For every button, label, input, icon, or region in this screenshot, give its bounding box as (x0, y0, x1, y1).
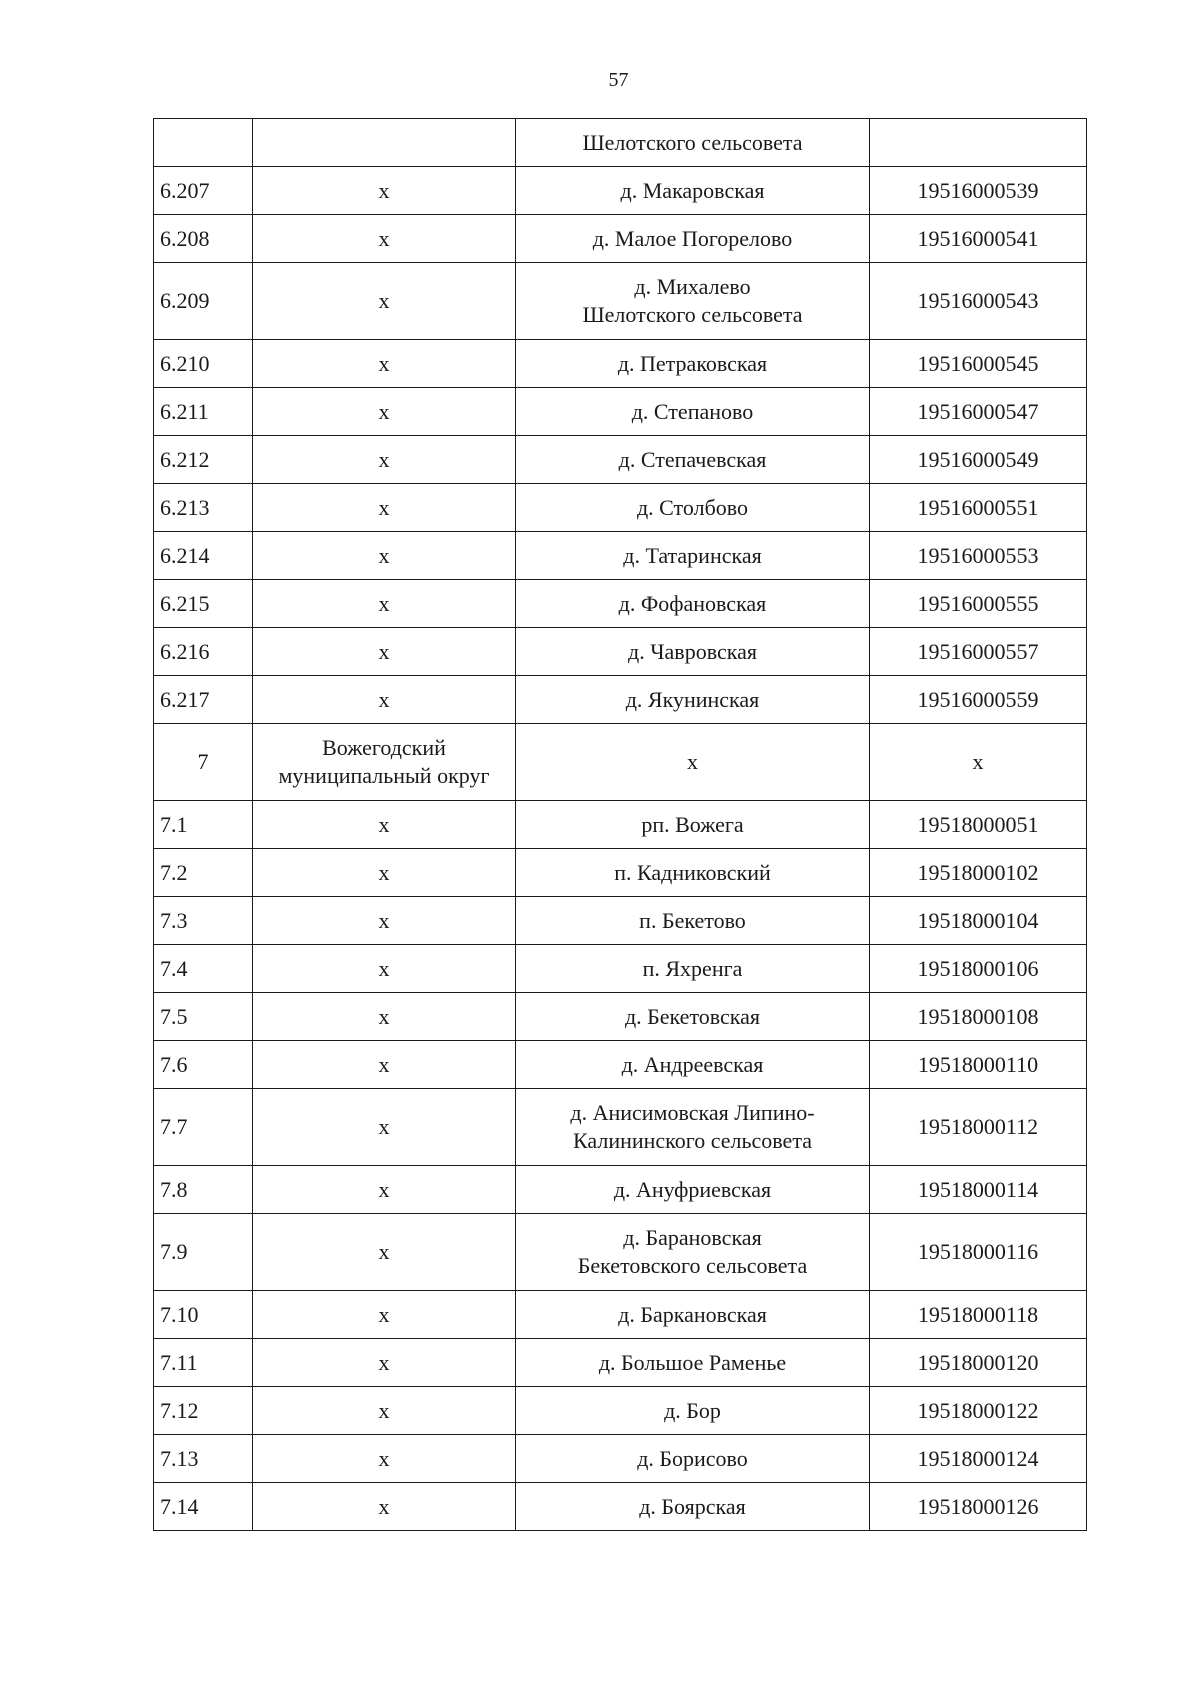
row-number-text: 7.6 (160, 1051, 188, 1077)
oktmo-code-text: 19518000102 (917, 859, 1039, 885)
table-row (154, 993, 1087, 1041)
row-number-text: 7.9 (160, 1239, 188, 1264)
table-row (154, 167, 1087, 215)
table-row (154, 628, 1087, 676)
municipality-text: х (378, 225, 390, 251)
settlement-name-text: д. Макаровская (620, 177, 765, 203)
municipality-text: х (378, 494, 390, 520)
row-number-cell (154, 676, 253, 724)
settlement-name-text: рп. Вожега (641, 811, 744, 837)
row-number-text: 6.211 (160, 398, 209, 424)
settlement-name-text: п. Яхренга (642, 955, 743, 981)
table-row (154, 724, 1087, 801)
oktmo-code-text: 19518000104 (917, 907, 1039, 933)
oktmo-code-text: 19516000551 (917, 494, 1039, 520)
municipality-cell (253, 1214, 516, 1291)
oktmo-code-cell (870, 897, 1087, 945)
municipality-text: х (378, 177, 390, 203)
settlement-registry-table (153, 118, 1087, 1531)
settlement-name-text: д. Малое Погорелово (592, 225, 793, 251)
row-number-text: 7.5 (160, 1003, 188, 1029)
row-number-cell (154, 1387, 253, 1435)
municipality-text: х (378, 1176, 390, 1202)
row-number-cell (154, 1166, 253, 1214)
oktmo-code-text: 19518000110 (917, 1051, 1039, 1077)
table-row (154, 1387, 1087, 1435)
municipality-text: х (378, 811, 390, 837)
row-number-cell (154, 1214, 253, 1291)
row-number-text: 6.214 (160, 542, 210, 568)
settlement-name-cell (516, 1339, 870, 1387)
table-row (154, 1483, 1087, 1531)
municipality-cell (253, 897, 516, 945)
settlement-name-cell (516, 263, 870, 340)
row-number-text: 7.10 (160, 1301, 199, 1327)
settlement-name-text: д. Барановская (623, 1225, 762, 1250)
settlement-name-cell (516, 436, 870, 484)
municipality-cell (253, 388, 516, 436)
settlement-name-cell (516, 484, 870, 532)
row-number-cell (154, 1291, 253, 1339)
settlement-name-text: д. Баркановская (618, 1301, 767, 1327)
settlement-name-text: д. Степаново (631, 398, 754, 424)
row-number-cell (154, 580, 253, 628)
settlement-name-text: д. Фофановская (618, 590, 767, 616)
settlement-name-cell (516, 1166, 870, 1214)
table-row (154, 436, 1087, 484)
oktmo-code-text: х (972, 749, 984, 774)
table-row (154, 532, 1087, 580)
municipality-cell (253, 1041, 516, 1089)
municipality-cell (253, 167, 516, 215)
row-number-text: 7.12 (160, 1397, 199, 1423)
row-number-text: 6.216 (160, 638, 210, 664)
municipality-cell (253, 532, 516, 580)
row-number-cell (154, 388, 253, 436)
oktmo-code-text: 19516000547 (917, 398, 1039, 424)
municipality-cell (253, 1387, 516, 1435)
table-row (154, 676, 1087, 724)
municipality-text: х (378, 288, 390, 313)
municipality-text: х (378, 1301, 390, 1327)
settlement-name-cell (516, 580, 870, 628)
oktmo-code-text: 19518000124 (917, 1445, 1039, 1471)
municipality-text: х (378, 1445, 390, 1471)
table-row (154, 119, 1087, 167)
oktmo-code-text: 19518000114 (917, 1176, 1039, 1202)
table-row (154, 215, 1087, 263)
oktmo-code-cell (870, 119, 1087, 167)
table-row (154, 1435, 1087, 1483)
row-number-text: 7.7 (160, 1114, 188, 1139)
row-number-text: 7.14 (160, 1493, 199, 1519)
row-number-cell (154, 532, 253, 580)
settlement-name-text: д. Бекетовская (624, 1003, 761, 1029)
municipality-text: х (378, 1239, 390, 1264)
settlement-name-text: Шелотского сельсовета (582, 129, 803, 155)
municipality-text: х (378, 907, 390, 933)
oktmo-code-cell (870, 484, 1087, 532)
row-number-cell (154, 263, 253, 340)
row-number-text: 7.8 (160, 1176, 188, 1202)
row-number-cell (154, 1339, 253, 1387)
row-number-cell (154, 484, 253, 532)
row-number-cell (154, 1435, 253, 1483)
row-number-text: 7.1 (160, 811, 188, 837)
settlement-name-text: д. Татаринская (623, 542, 762, 568)
oktmo-code-cell (870, 1041, 1087, 1089)
settlement-name-cell (516, 1435, 870, 1483)
settlement-name-cell (516, 1483, 870, 1531)
row-number-cell (154, 119, 253, 167)
municipality-cell (253, 1435, 516, 1483)
settlement-name-cell (516, 801, 870, 849)
oktmo-code-text: 19518000051 (917, 811, 1039, 837)
municipality-cell (253, 340, 516, 388)
municipality-text-line2: муниципальный округ (278, 763, 490, 788)
row-number-text: 7.11 (160, 1349, 198, 1375)
municipality-text: х (378, 350, 390, 376)
oktmo-code-cell (870, 849, 1087, 897)
oktmo-code-cell (870, 1089, 1087, 1166)
row-number-cell (154, 628, 253, 676)
oktmo-code-text: 19516000553 (917, 542, 1039, 568)
municipality-cell (253, 1483, 516, 1531)
oktmo-code-text: 19518000108 (917, 1003, 1039, 1029)
oktmo-code-cell (870, 724, 1087, 801)
oktmo-code-cell (870, 215, 1087, 263)
oktmo-code-cell (870, 580, 1087, 628)
oktmo-code-cell (870, 1387, 1087, 1435)
municipality-text: х (378, 542, 390, 568)
settlement-name-text: х (687, 749, 698, 774)
municipality-text: х (378, 398, 390, 424)
settlement-name-text: д. Большое Раменье (598, 1349, 787, 1375)
municipality-text: х (378, 955, 390, 981)
settlement-name-cell (516, 1291, 870, 1339)
row-number-cell (154, 849, 253, 897)
row-number-text: 6.217 (160, 686, 210, 712)
municipality-text: х (378, 1349, 390, 1375)
municipality-text: х (378, 1051, 390, 1077)
row-number-cell (154, 167, 253, 215)
table-row (154, 1214, 1087, 1291)
settlement-name-cell (516, 849, 870, 897)
municipality-cell (253, 801, 516, 849)
settlement-name-cell (516, 628, 870, 676)
oktmo-code-text: 19516000559 (917, 686, 1039, 712)
table-row (154, 1089, 1087, 1166)
settlement-name-cell (516, 676, 870, 724)
oktmo-code-text: 19518000126 (917, 1493, 1039, 1519)
oktmo-code-cell (870, 340, 1087, 388)
settlement-name-text-line2: Калининского сельсовета (573, 1128, 812, 1153)
oktmo-code-text: 19518000118 (917, 1301, 1039, 1327)
municipality-cell (253, 215, 516, 263)
oktmo-code-cell (870, 1214, 1087, 1291)
municipality-text: х (378, 1493, 390, 1519)
settlement-name-text: д. Петраковская (617, 350, 768, 376)
oktmo-code-text: 19516000549 (917, 446, 1039, 472)
oktmo-code-text: 19516000539 (917, 177, 1039, 203)
row-number-cell (154, 1041, 253, 1089)
row-number-cell (154, 436, 253, 484)
row-number-text: 7.2 (160, 859, 188, 885)
row-number-cell (154, 993, 253, 1041)
oktmo-code-text: 19516000543 (917, 288, 1039, 313)
municipality-cell (253, 676, 516, 724)
row-number-text: 6.213 (160, 494, 210, 520)
settlement-name-text: п. Кадниковский (614, 859, 771, 885)
settlement-name-text: п. Бекетово (639, 907, 746, 933)
oktmo-code-cell (870, 1483, 1087, 1531)
table-row (154, 484, 1087, 532)
table-row (154, 801, 1087, 849)
row-number-cell (154, 897, 253, 945)
municipality-cell (253, 1166, 516, 1214)
settlement-name-text: д. Боярская (639, 1493, 746, 1519)
settlement-name-cell (516, 945, 870, 993)
oktmo-code-cell (870, 388, 1087, 436)
row-number-text: 6.207 (160, 177, 210, 203)
oktmo-code-text: 19518000106 (917, 955, 1039, 981)
oktmo-code-cell (870, 1435, 1087, 1483)
table-row (154, 580, 1087, 628)
settlement-name-cell (516, 1041, 870, 1089)
municipality-text: х (378, 859, 390, 885)
table-row (154, 263, 1087, 340)
settlement-name-text: д. Бор (664, 1397, 721, 1423)
row-number-cell (154, 801, 253, 849)
settlement-name-cell (516, 215, 870, 263)
municipality-cell (253, 724, 516, 801)
oktmo-code-cell (870, 1166, 1087, 1214)
oktmo-code-text: 19518000112 (917, 1114, 1039, 1139)
oktmo-code-cell (870, 263, 1087, 340)
oktmo-code-text: 19518000116 (917, 1239, 1039, 1264)
row-number-text: 7.3 (160, 907, 188, 933)
municipality-cell (253, 1089, 516, 1166)
municipality-cell (253, 1291, 516, 1339)
settlement-name-cell (516, 1214, 870, 1291)
oktmo-code-text: 19516000545 (917, 350, 1039, 376)
row-number-cell (154, 945, 253, 993)
municipality-text: х (378, 686, 390, 712)
oktmo-code-cell (870, 628, 1087, 676)
settlement-name-cell (516, 993, 870, 1041)
page-number: 57 (608, 69, 629, 91)
oktmo-code-cell (870, 436, 1087, 484)
settlement-name-text-line2: Бекетовского сельсовета (577, 1253, 808, 1278)
settlement-name-text: д. Борисово (637, 1445, 748, 1471)
table-row (154, 1291, 1087, 1339)
settlement-name-text: д. Якунинская (625, 686, 760, 712)
municipality-text: х (378, 590, 390, 616)
municipality-cell (253, 993, 516, 1041)
row-number-text: 6.209 (160, 288, 210, 313)
settlement-name-cell (516, 724, 870, 801)
oktmo-code-text: 19518000120 (917, 1349, 1039, 1375)
settlement-name-text: д. Андреевская (621, 1051, 764, 1077)
settlement-name-cell (516, 388, 870, 436)
row-number-text: 7.4 (160, 955, 188, 981)
municipality-cell (253, 436, 516, 484)
municipality-cell (253, 945, 516, 993)
oktmo-code-cell (870, 993, 1087, 1041)
oktmo-code-cell (870, 167, 1087, 215)
oktmo-code-text: 19516000557 (917, 638, 1039, 664)
oktmo-code-cell (870, 1339, 1087, 1387)
table-body (154, 119, 1087, 1531)
municipality-cell (253, 119, 516, 167)
municipality-cell (253, 628, 516, 676)
oktmo-code-cell (870, 801, 1087, 849)
municipality-text: х (378, 1397, 390, 1423)
settlement-name-cell (516, 119, 870, 167)
settlement-name-text: д. Столбово (636, 494, 749, 520)
row-number-text: 7 (197, 749, 209, 774)
settlement-name-text: д. Степачевская (618, 446, 767, 472)
settlement-name-cell (516, 340, 870, 388)
table-row (154, 945, 1087, 993)
table-row (154, 1166, 1087, 1214)
oktmo-code-cell (870, 945, 1087, 993)
municipality-text: Вожегодский (322, 735, 446, 760)
row-number-cell (154, 340, 253, 388)
row-number-text: 6.210 (160, 350, 210, 376)
table-row (154, 897, 1087, 945)
row-number-cell (154, 724, 253, 801)
settlement-name-cell (516, 1089, 870, 1166)
municipality-cell (253, 580, 516, 628)
oktmo-code-text: 19518000122 (917, 1397, 1039, 1423)
municipality-cell (253, 849, 516, 897)
municipality-cell (253, 1339, 516, 1387)
municipality-text: х (378, 1003, 390, 1029)
settlement-name-cell (516, 897, 870, 945)
settlement-name-text: д. Ануфриевская (613, 1176, 772, 1202)
settlement-name-cell (516, 167, 870, 215)
oktmo-code-cell (870, 1291, 1087, 1339)
oktmo-code-text: 19516000555 (917, 590, 1039, 616)
table-row (154, 1041, 1087, 1089)
table-row (154, 1339, 1087, 1387)
table-row (154, 340, 1087, 388)
row-number-text: 7.13 (160, 1445, 199, 1471)
table-row (154, 388, 1087, 436)
settlement-name-text-line2: Шелотского сельсовета (582, 302, 803, 327)
row-number-text: 6.208 (160, 225, 210, 251)
municipality-text: х (378, 638, 390, 664)
oktmo-code-text: 19516000541 (917, 225, 1039, 251)
oktmo-code-cell (870, 532, 1087, 580)
row-number-cell (154, 215, 253, 263)
municipality-text: х (378, 446, 390, 472)
settlement-name-cell (516, 1387, 870, 1435)
municipality-text: х (378, 1114, 390, 1139)
row-number-text: 6.215 (160, 590, 210, 616)
settlement-name-text: д. Анисимовская Липино- (570, 1100, 815, 1125)
row-number-text: 6.212 (160, 446, 210, 472)
table-row (154, 849, 1087, 897)
settlement-name-text: д. Чавровская (628, 638, 757, 664)
municipality-cell (253, 484, 516, 532)
municipality-cell (253, 263, 516, 340)
row-number-cell (154, 1483, 253, 1531)
settlement-name-text: д. Михалево (634, 274, 751, 299)
settlement-name-cell (516, 532, 870, 580)
oktmo-code-cell (870, 676, 1087, 724)
row-number-cell (154, 1089, 253, 1166)
